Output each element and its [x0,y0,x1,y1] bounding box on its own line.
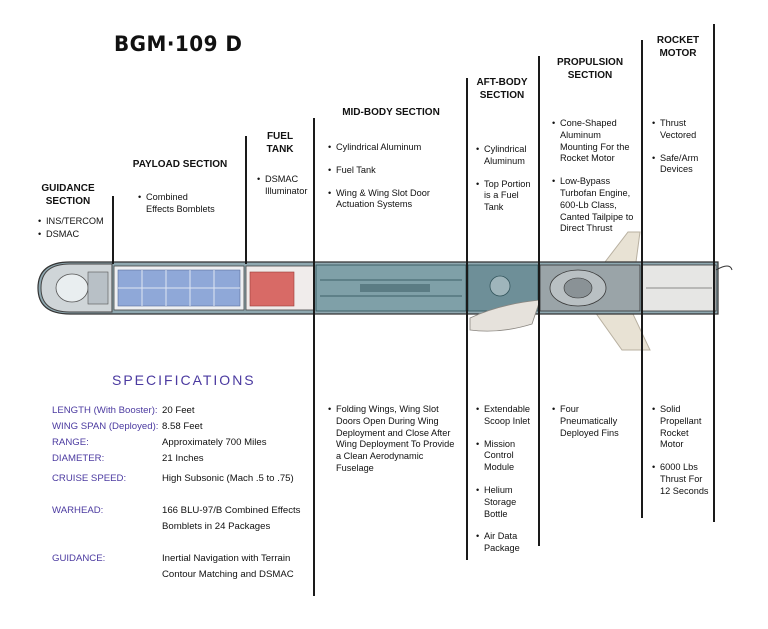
spec-value-wing-span: 8.58 Feet [162,421,203,432]
payload-bullets [138,192,218,227]
divider-rocket [641,40,643,518]
spec-label-diameter: DIAMETER: [52,453,105,464]
mid-body-section-heading: MID-BODY SECTION [342,107,440,118]
list-item: • Cylindrical Aluminum [328,142,458,154]
list-item: • Cone-Shaped Aluminum Mounting For the Rocket Motor [552,118,636,165]
rocket-motor-bullets [652,118,708,187]
specifications-title: SPECIFICATIONS [112,372,256,388]
list-item: • INS/TERCOM [38,216,110,228]
list-item: • DSMAC Illuminator [257,174,307,198]
aft-body-section-heading: AFT-BODY SECTION [476,77,528,101]
divider-end [713,24,715,522]
mid-body-lower-bullets [328,404,460,486]
propulsion-bullets [552,118,636,246]
list-item: • 6000 Lbs Thrust For 12 Seconds [652,462,710,497]
rocket-motor-heading: ROCKET MOTOR [656,35,700,59]
list-item: • Combined Effects Bomblets [138,192,218,216]
divider-propulsion [538,56,540,546]
spec-label-wing-span: WING SPAN (Deployed): [52,421,159,432]
spec-label-cruise-speed: CRUISE SPEED: [52,473,127,484]
list-item: • Four Pneumatically Deployed Fins [552,404,634,439]
divider-aft [466,78,468,560]
list-item: • Low-Bypass Turbofan Engine, 600-Lb Class, Canted Tailpipe to Direct Thrust [552,176,636,235]
spec-value-diameter: 21 Inches [162,453,204,464]
list-item: • Top Portion is a Fuel Tank [476,179,532,214]
spec-value-guidance: Inertial Navigation with Terrain Contour Matching and DSMAC [162,553,294,580]
spec-label-guidance: GUIDANCE: [52,553,106,564]
rocket-motor-lower-bullets [652,404,710,509]
list-item: • Solid Propellant Rocket Motor [652,404,710,451]
list-item: • Fuel Tank [328,165,458,177]
list-item: • DSMAC [38,229,110,241]
list-item: • Wing & Wing Slot Door Actuation Systems [328,188,458,212]
list-item: • Air Data Package [476,531,534,555]
spec-value-range: Approximately 700 Miles [162,437,267,448]
list-item: • Folding Wings, Wing Slot Doors Open During Wing Deployment and Close After Wing Deployment To Provide a Clean Aerodynamic Fuselage [328,404,460,475]
spec-value-cruise-speed: High Subsonic (Mach .5 to .75) [162,473,294,484]
fuel-tank-heading: FUEL TANK [266,131,294,155]
aft-body-bullets [476,144,532,225]
propulsion-lower-bullets [552,404,634,450]
spec-label-length: LENGTH (With Booster): [52,405,158,416]
divider-fuel [245,136,247,264]
guidance-section-heading: GUIDANCE SECTION [41,183,95,207]
propulsion-section-heading: PROPULSION SECTION [556,57,624,81]
diagram-title: BGM·109 D [114,32,243,56]
aft-body-lower-bullets [476,404,534,566]
payload-section-heading: PAYLOAD SECTION [132,159,228,170]
spec-label-warhead: WARHEAD: [52,505,104,516]
list-item: • Helium Storage Bottle [476,485,534,520]
spec-label-range: RANGE: [52,437,89,448]
guidance-bullets [38,216,110,242]
list-item: • Cylindrical Aluminum [476,144,532,168]
mid-body-bullets [328,142,458,222]
list-item: • Extendable Scoop Inlet [476,404,534,428]
divider-mid [313,118,315,596]
list-item: • Safe/Arm Devices [652,153,708,177]
spec-value-length: 20 Feet [162,405,195,416]
spec-value-warhead: 166 BLU-97/B Combined Effects Bomblets in 24 Packages [162,505,301,532]
divider-payload [112,196,114,264]
list-item: • Mission Control Module [476,439,534,474]
fuel-tank-bullets [257,174,307,209]
list-item: • Thrust Vectored [652,118,708,142]
